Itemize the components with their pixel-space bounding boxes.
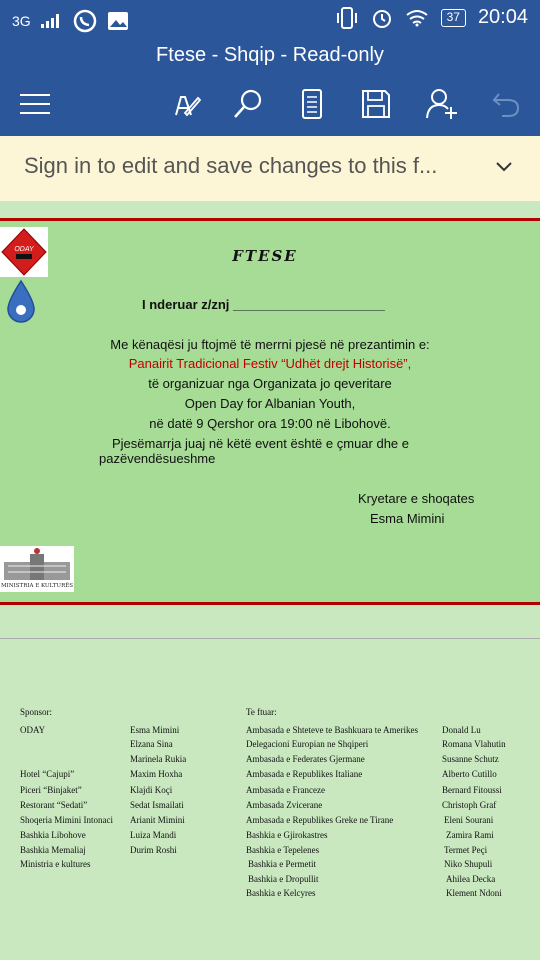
list-item: Bashkia e Tepelenes <box>246 845 320 855</box>
greeting-line: I nderuar z/znj _____________________ <box>142 297 385 312</box>
clock: 20:04 <box>477 6 528 28</box>
list-item: Hotel “Cajupi” <box>20 769 75 779</box>
list-item: Maxim Hoxha <box>130 769 183 779</box>
participation-line-2: pazëvendësueshme <box>99 451 216 466</box>
list-item: Romana Vlahutin <box>442 739 506 749</box>
wifi-icon <box>405 9 429 27</box>
list-item: Bashkia e Gjirokastres <box>246 830 328 840</box>
guests-label: Te ftuar: <box>246 707 277 717</box>
participation-line: Pjesëmarrja juaj në këtë event është e çmuar dhe e <box>112 436 410 451</box>
save-icon[interactable] <box>354 82 398 126</box>
document-page <box>0 221 540 602</box>
bottom-border <box>0 602 540 605</box>
undo-icon[interactable] <box>484 82 528 126</box>
list-item: Restorant “Sedati” <box>20 800 88 810</box>
list-item: Ahilea Decka <box>446 874 496 884</box>
list-item: Termet Peçi <box>444 845 488 855</box>
drop-icon <box>6 279 36 325</box>
hamburger-icon[interactable] <box>13 82 57 126</box>
list-item: Sedat Ismailati <box>130 800 184 810</box>
list-item: Ambasada e Franceze <box>246 785 325 795</box>
list-item: Arianit Mimini <box>130 815 185 825</box>
list-item: Bashkia e Dropullit <box>248 874 319 884</box>
list-item: Donald Lu <box>442 725 481 735</box>
status-bar <box>0 0 540 36</box>
ministry-logo-text: MINISTRIA E KULTURËS <box>0 583 73 589</box>
list-item: Esma Mimini <box>130 725 180 735</box>
document-title: Ftese - Shqip - Read-only <box>156 44 384 66</box>
date-line: në datë 9 Qershor ora 19:00 në Libohovë. <box>149 416 391 431</box>
list-item: Elzana Sina <box>130 739 173 749</box>
list-item: Durim Roshi <box>130 845 177 855</box>
list-item: Niko Shupuli <box>444 859 493 869</box>
pen-icon[interactable] <box>164 82 208 126</box>
list-item: Klement Ndoni <box>446 888 502 898</box>
organization-name: Open Day for Albanian Youth, <box>184 396 356 411</box>
banner-text: Sign in to edit and save changes to this f... <box>24 153 438 178</box>
list-item: Ambasada Zvicerane <box>246 800 323 810</box>
ministry-logo <box>0 546 74 592</box>
signal-icon <box>41 14 63 28</box>
network-indicator: 3G <box>12 13 31 29</box>
list-item: Klajdi Koçi <box>130 785 173 795</box>
list-item: Shoqeria Mimini Intonaci <box>20 815 113 825</box>
battery-indicator: 37 <box>441 9 466 27</box>
vibrate-icon <box>335 7 359 29</box>
mobile-view-icon[interactable] <box>290 82 334 126</box>
sign-in-banner[interactable] <box>0 136 540 202</box>
list-item: Bashkia e Permetit <box>248 859 316 869</box>
list-item: Piceri “Binjaket” <box>20 785 82 795</box>
signature-title: Kryetare e shoqates <box>358 491 475 506</box>
search-icon[interactable] <box>226 82 270 126</box>
list-item: Bashkia Memaliaj <box>20 845 86 855</box>
list-item: Marinela Rukia <box>130 754 187 764</box>
organizer-line: të organizuar nga Organizata jo qeveritare <box>148 376 392 391</box>
list-item: Ambasada e Republikes Greke ne Tirane <box>246 815 394 825</box>
page-gap <box>0 202 540 218</box>
oday-logo-text: ODAY <box>14 246 34 253</box>
page-separator <box>0 638 540 639</box>
intro-line: Me kënaqësi ju ftojmë të merrni pjesë në prezantimin e: <box>110 337 430 352</box>
sponsor-label: Sponsor: <box>20 707 53 717</box>
list-item: ODAY <box>20 725 46 735</box>
whatsapp-icon <box>73 9 97 33</box>
list-item: Christoph Graf <box>442 800 497 810</box>
list-item: Eleni Sourani <box>444 815 494 825</box>
add-person-icon[interactable] <box>420 82 464 126</box>
list-item: Bashkia e Kelcyres <box>246 888 316 898</box>
toolbar <box>0 82 540 126</box>
list-item: Alberto Cutillo <box>442 769 497 779</box>
list-item: Ambasada e Shteteve te Bashkuara te Amerikes <box>246 725 418 735</box>
event-name: Panairit Tradicional Festiv “Udhët drejt Historisë”, <box>128 356 412 371</box>
invitation-heading: FTESE <box>232 247 298 265</box>
list-item: Luiza Mandi <box>130 830 177 840</box>
list-item: Bashkia Libohove <box>20 830 86 840</box>
list-item: Zamira Rami <box>446 830 494 840</box>
chevron-down-icon[interactable] <box>494 156 514 176</box>
signature-name: Esma Mimini <box>370 511 445 526</box>
gallery-icon <box>107 11 129 31</box>
building-icon <box>0 546 74 582</box>
list-item: Ambasada e Republikes Italiane <box>246 769 363 779</box>
list-item: Bernard Fitoussi <box>442 785 502 795</box>
list-item: Delegacioni Europian ne Shqiperi <box>246 739 369 749</box>
list-item: Ambasada e Federates Gjermane <box>246 754 365 764</box>
app-header <box>0 36 540 136</box>
alarm-icon <box>371 7 393 29</box>
list-item: Susanne Schutz <box>442 754 499 764</box>
list-item: Ministria e kultures <box>20 859 91 869</box>
